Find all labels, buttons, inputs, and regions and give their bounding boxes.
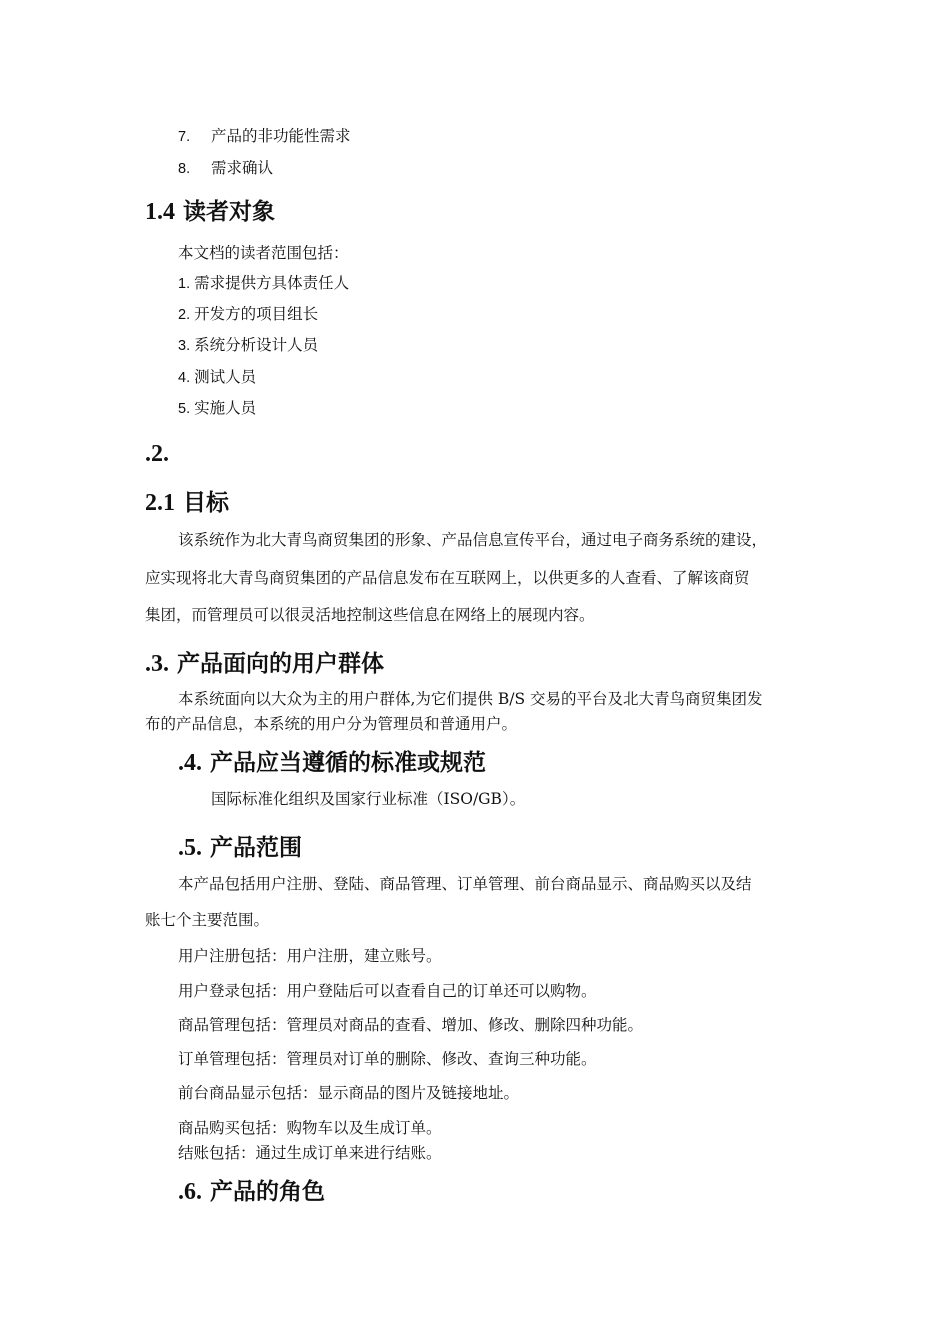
paragraph-line: 该系统作为北大青鸟商贸集团的形象、产品信息宣传平台，通过电子商务系统的建设， [178,531,768,549]
list-item [178,370,256,386]
scope-item: 订单管理包括：管理员对订单的删除、修改、查询三种功能。 [178,1050,597,1068]
section-heading-5 [178,836,302,860]
section-heading-2 [145,442,169,466]
list-item [178,129,190,145]
list-number: 8. [178,161,191,177]
section-heading-1-4 [145,200,275,224]
section-heading-4 [178,751,486,775]
paragraph-line: 布的产品信息，本系统的用户分为管理员和普通用户。 [145,715,518,733]
section-heading-6 [178,1180,325,1204]
section-title: 产品应当遵循的标准或规范 [210,750,487,776]
section-number: 1.4 [145,199,175,225]
paragraph-line: 集团，而管理员可以很灵活地控制这些信息在网络上的展现内容。 [145,606,595,624]
paragraph-line: 本系统面向以大众为主的用户群体,为它们提供 B/S 交易的平台及北大青鸟商贸集团发 [178,690,763,708]
list-item-text: 测试人员 [194,368,257,386]
section-title: 产品的角色 [210,1179,326,1205]
list-item [178,307,318,323]
section-number: .5. [178,835,202,861]
section-number: 2.1 [145,490,175,516]
scope-item: 结账包括：通过生成订单来进行结账。 [178,1144,442,1162]
list-item-text: 开发方的项目组长 [194,305,319,323]
list-item-text: 需求确认 [211,159,274,177]
section-number: .6. [178,1179,202,1205]
list-number: 4. [178,370,191,386]
scope-item: 用户登录包括：用户登陆后可以查看自己的订单还可以购物。 [178,982,597,1000]
section-title: 产品范围 [210,835,303,861]
paragraph-line: 账七个主要范围。 [145,911,270,929]
section-title: 读者对象 [183,199,276,225]
list-number: 1. [178,276,191,292]
list-item [178,338,318,354]
list-number: 3. [178,338,191,354]
list-item-text: 实施人员 [194,399,257,417]
scope-item: 商品管理包括：管理员对商品的查看、增加、修改、删除四种功能。 [178,1016,644,1034]
list-item-text: 产品的非功能性需求 [211,127,351,145]
paragraph-line: 本产品包括用户注册、登陆、商品管理、订单管理、前台商品显示、商品购买以及结 [178,875,752,893]
section-title: 产品面向的用户群体 [177,651,385,677]
list-number: 7. [178,129,191,145]
section-title: 目标 [183,490,230,516]
section-heading-3 [145,652,384,676]
section-heading-2-1 [145,491,229,515]
list-item-text: 需求提供方具体责任人 [194,274,350,292]
list-item [178,401,256,417]
list-item [178,276,349,292]
list-number: 5. [178,401,191,417]
paragraph-line: 应实现将北大青鸟商贸集团的产品信息发布在互联网上，以供更多的人查看、了解该商贸 [145,569,750,587]
paragraph: 本文档的读者范围包括： [178,244,349,262]
section-number: .3. [145,651,169,677]
section-number: .4. [178,750,202,776]
scope-item: 用户注册包括：用户注册，建立账号。 [178,947,442,965]
scope-item: 商品购买包括：购物车以及生成订单。 [178,1119,442,1137]
section-number: .2. [145,441,169,467]
list-item [178,161,190,177]
list-number: 2. [178,307,191,323]
paragraph: 国际标准化组织及国家行业标准（ISO/GB）。 [211,790,526,808]
list-item-text: 系统分析设计人员 [194,336,319,354]
scope-item: 前台商品显示包括：显示商品的图片及链接地址。 [178,1084,520,1102]
